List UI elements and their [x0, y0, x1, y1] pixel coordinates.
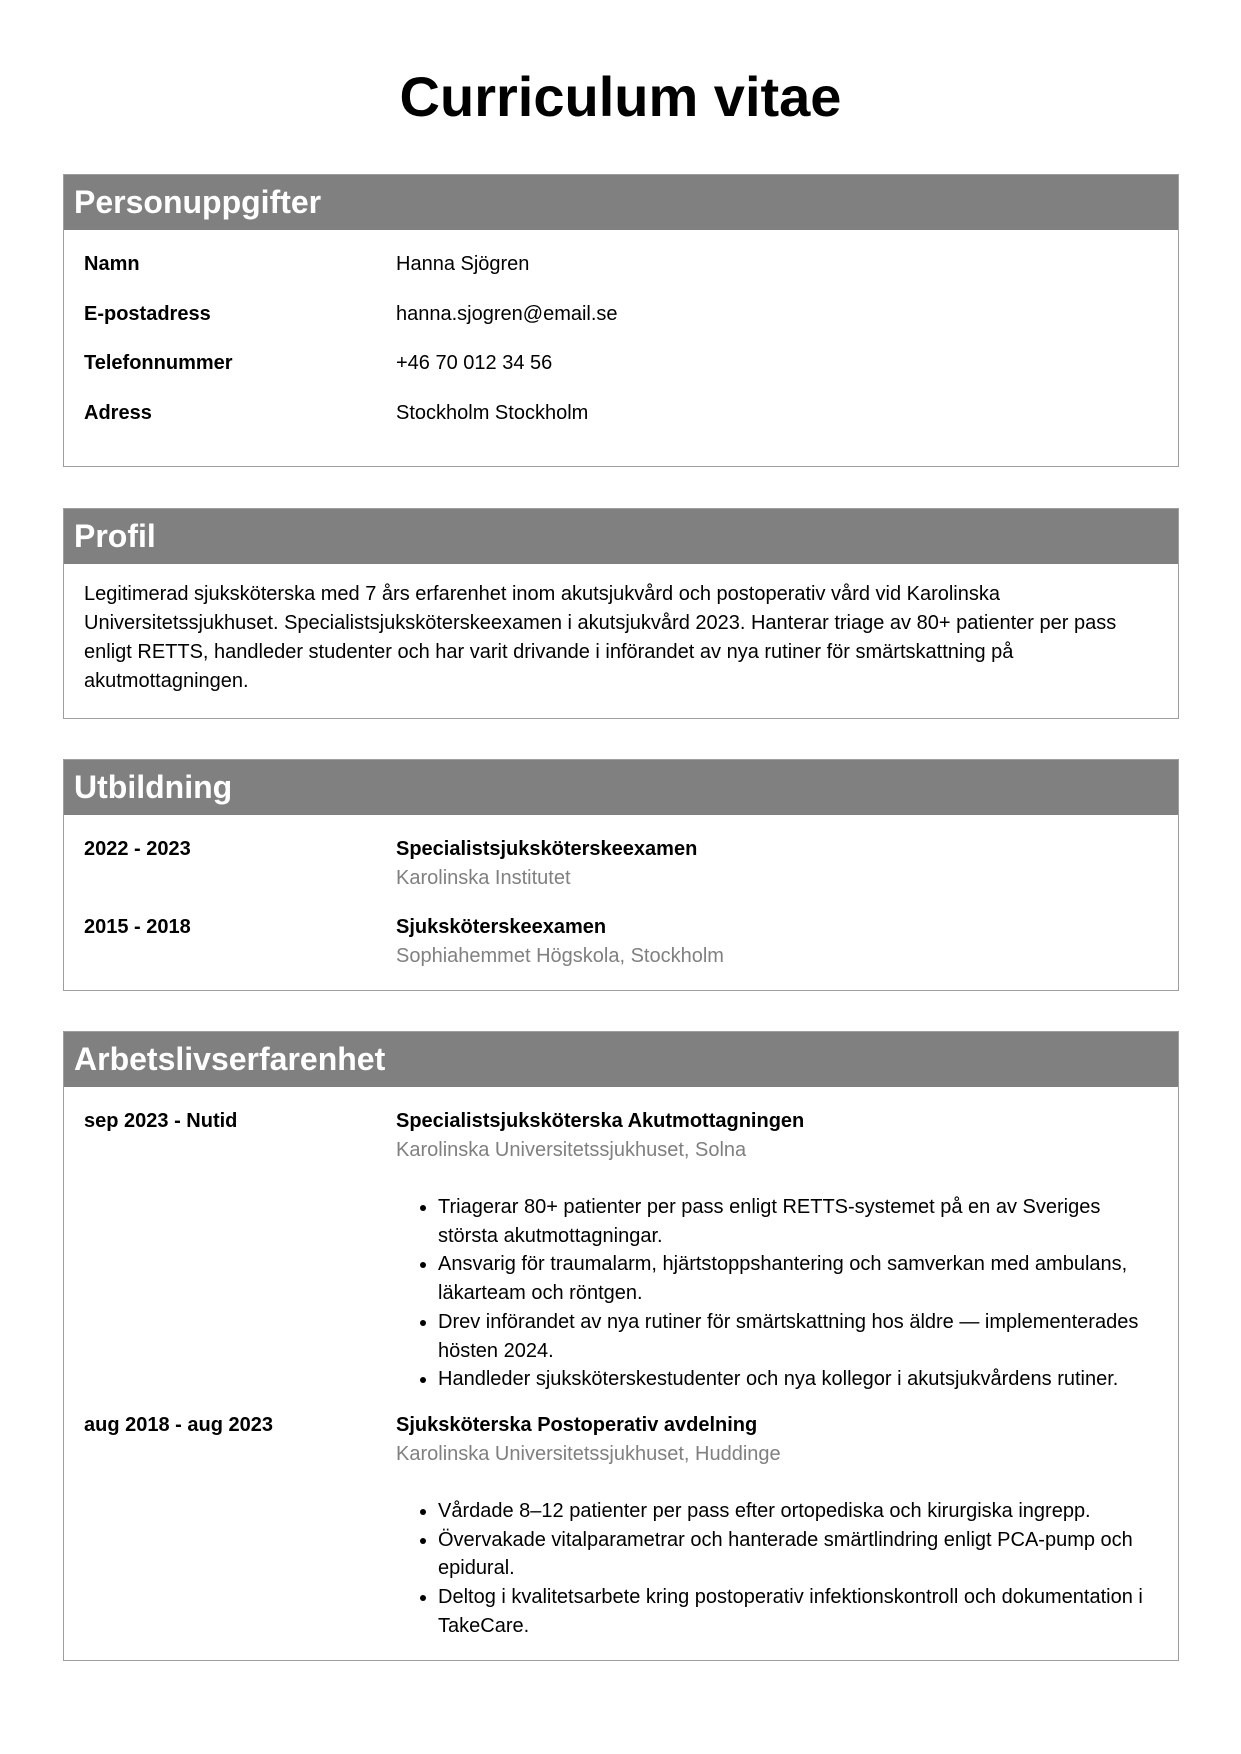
- page-title: Curriculum vitae: [399, 65, 842, 128]
- education-title: Sjuksköterskeexamen: [396, 916, 607, 938]
- bullet-item: • Ansvarig för traumalarm, hjärtstoppshantering och samverkan med ambulans, läkarteam och röntgen.: [438, 1250, 1158, 1307]
- education-title: Specialistsjuksköterskeexamen: [396, 838, 698, 860]
- bullet-item: • Handleder sjuksköterskestudenter och nya kollegor i akutsjukvårdens rutiner.: [438, 1365, 1158, 1394]
- profile-text: Legitimerad sjuksköterska med 7 års erfarenhet inom akutsjukvård och postoperativ vård vid Karolinska Universitetssjukhuset. Specialistsjuksköterskeexamen i akutsjukvård 2023. Hanterar triage av 80+ patienter per pass enligt RETTS, handleder studenter och har varit drivande i införandet av nya rutiner för smärtskattning på akutmottagningen.: [84, 583, 1117, 692]
- experience-period: sep 2023 - Nutid: [84, 1110, 238, 1132]
- field-value: +46 70 012 34 56: [396, 352, 553, 374]
- profile-section: [63, 508, 1179, 719]
- experience-period: aug 2018 - aug 2023: [84, 1414, 273, 1436]
- education-place: Karolinska Institutet: [396, 867, 571, 889]
- field-row-address: [84, 401, 1158, 451]
- experience-item: [84, 1107, 1158, 1411]
- field-row-phone: [84, 351, 1158, 401]
- bullet-item: • Deltog i kvalitetsarbete kring postoperativ infektionskontroll och dokumentation i TakeCare.: [438, 1583, 1158, 1640]
- experience-bullets: [396, 1193, 1158, 1394]
- experience-bullets: [396, 1497, 1158, 1641]
- field-label: Telefonnummer: [84, 352, 233, 374]
- education-item: [84, 835, 1158, 913]
- field-label: Namn: [84, 253, 140, 275]
- field-row-email: [84, 302, 1158, 352]
- personal-heading: Personuppgifter: [64, 175, 1178, 230]
- bullet-item: • Drev införandet av nya rutiner för smärtskattning hos äldre — implementerades hösten 2024.: [438, 1308, 1158, 1365]
- field-row-name: [84, 252, 1158, 302]
- experience-title: Sjuksköterska Postoperativ avdelning: [396, 1414, 758, 1436]
- education-period: 2022 - 2023: [84, 838, 191, 860]
- bullet-item: • Övervakade vitalparametrar och hanterade smärtlindring enligt PCA-pump och epidural.: [438, 1526, 1158, 1583]
- education-section: [63, 759, 1179, 991]
- experience-place: Karolinska Universitetssjukhuset, Solna: [396, 1139, 747, 1161]
- experience-title: Specialistsjuksköterska Akutmottagningen: [396, 1110, 805, 1132]
- experience-section: [63, 1031, 1179, 1661]
- field-value: Stockholm Stockholm: [396, 401, 589, 424]
- field-label: Adress: [84, 401, 152, 424]
- field-label: E-postadress: [84, 302, 211, 325]
- education-heading: Utbildning: [64, 760, 1178, 815]
- experience-item: [84, 1411, 1158, 1641]
- personal-section: [63, 174, 1179, 467]
- experience-heading: Arbetslivserfarenhet: [64, 1032, 1178, 1087]
- bullet-item: • Triagerar 80+ patienter per pass enligt RETTS-systemet på en av Sveriges största akutmottagningar.: [438, 1193, 1158, 1250]
- education-place: Sophiahemmet Högskola, Stockholm: [396, 945, 724, 967]
- education-period: 2015 - 2018: [84, 916, 191, 938]
- experience-place: Karolinska Universitetssjukhuset, Huddinge: [396, 1443, 781, 1465]
- education-item: [84, 913, 1158, 971]
- field-value: hanna.sjogren@email.se: [396, 302, 618, 325]
- profile-heading: Profil: [64, 509, 1178, 564]
- bullet-item: • Vårdade 8–12 patienter per pass efter ortopediska och kirurgiska ingrepp.: [438, 1497, 1158, 1526]
- field-value: Hanna Sjögren: [396, 253, 530, 275]
